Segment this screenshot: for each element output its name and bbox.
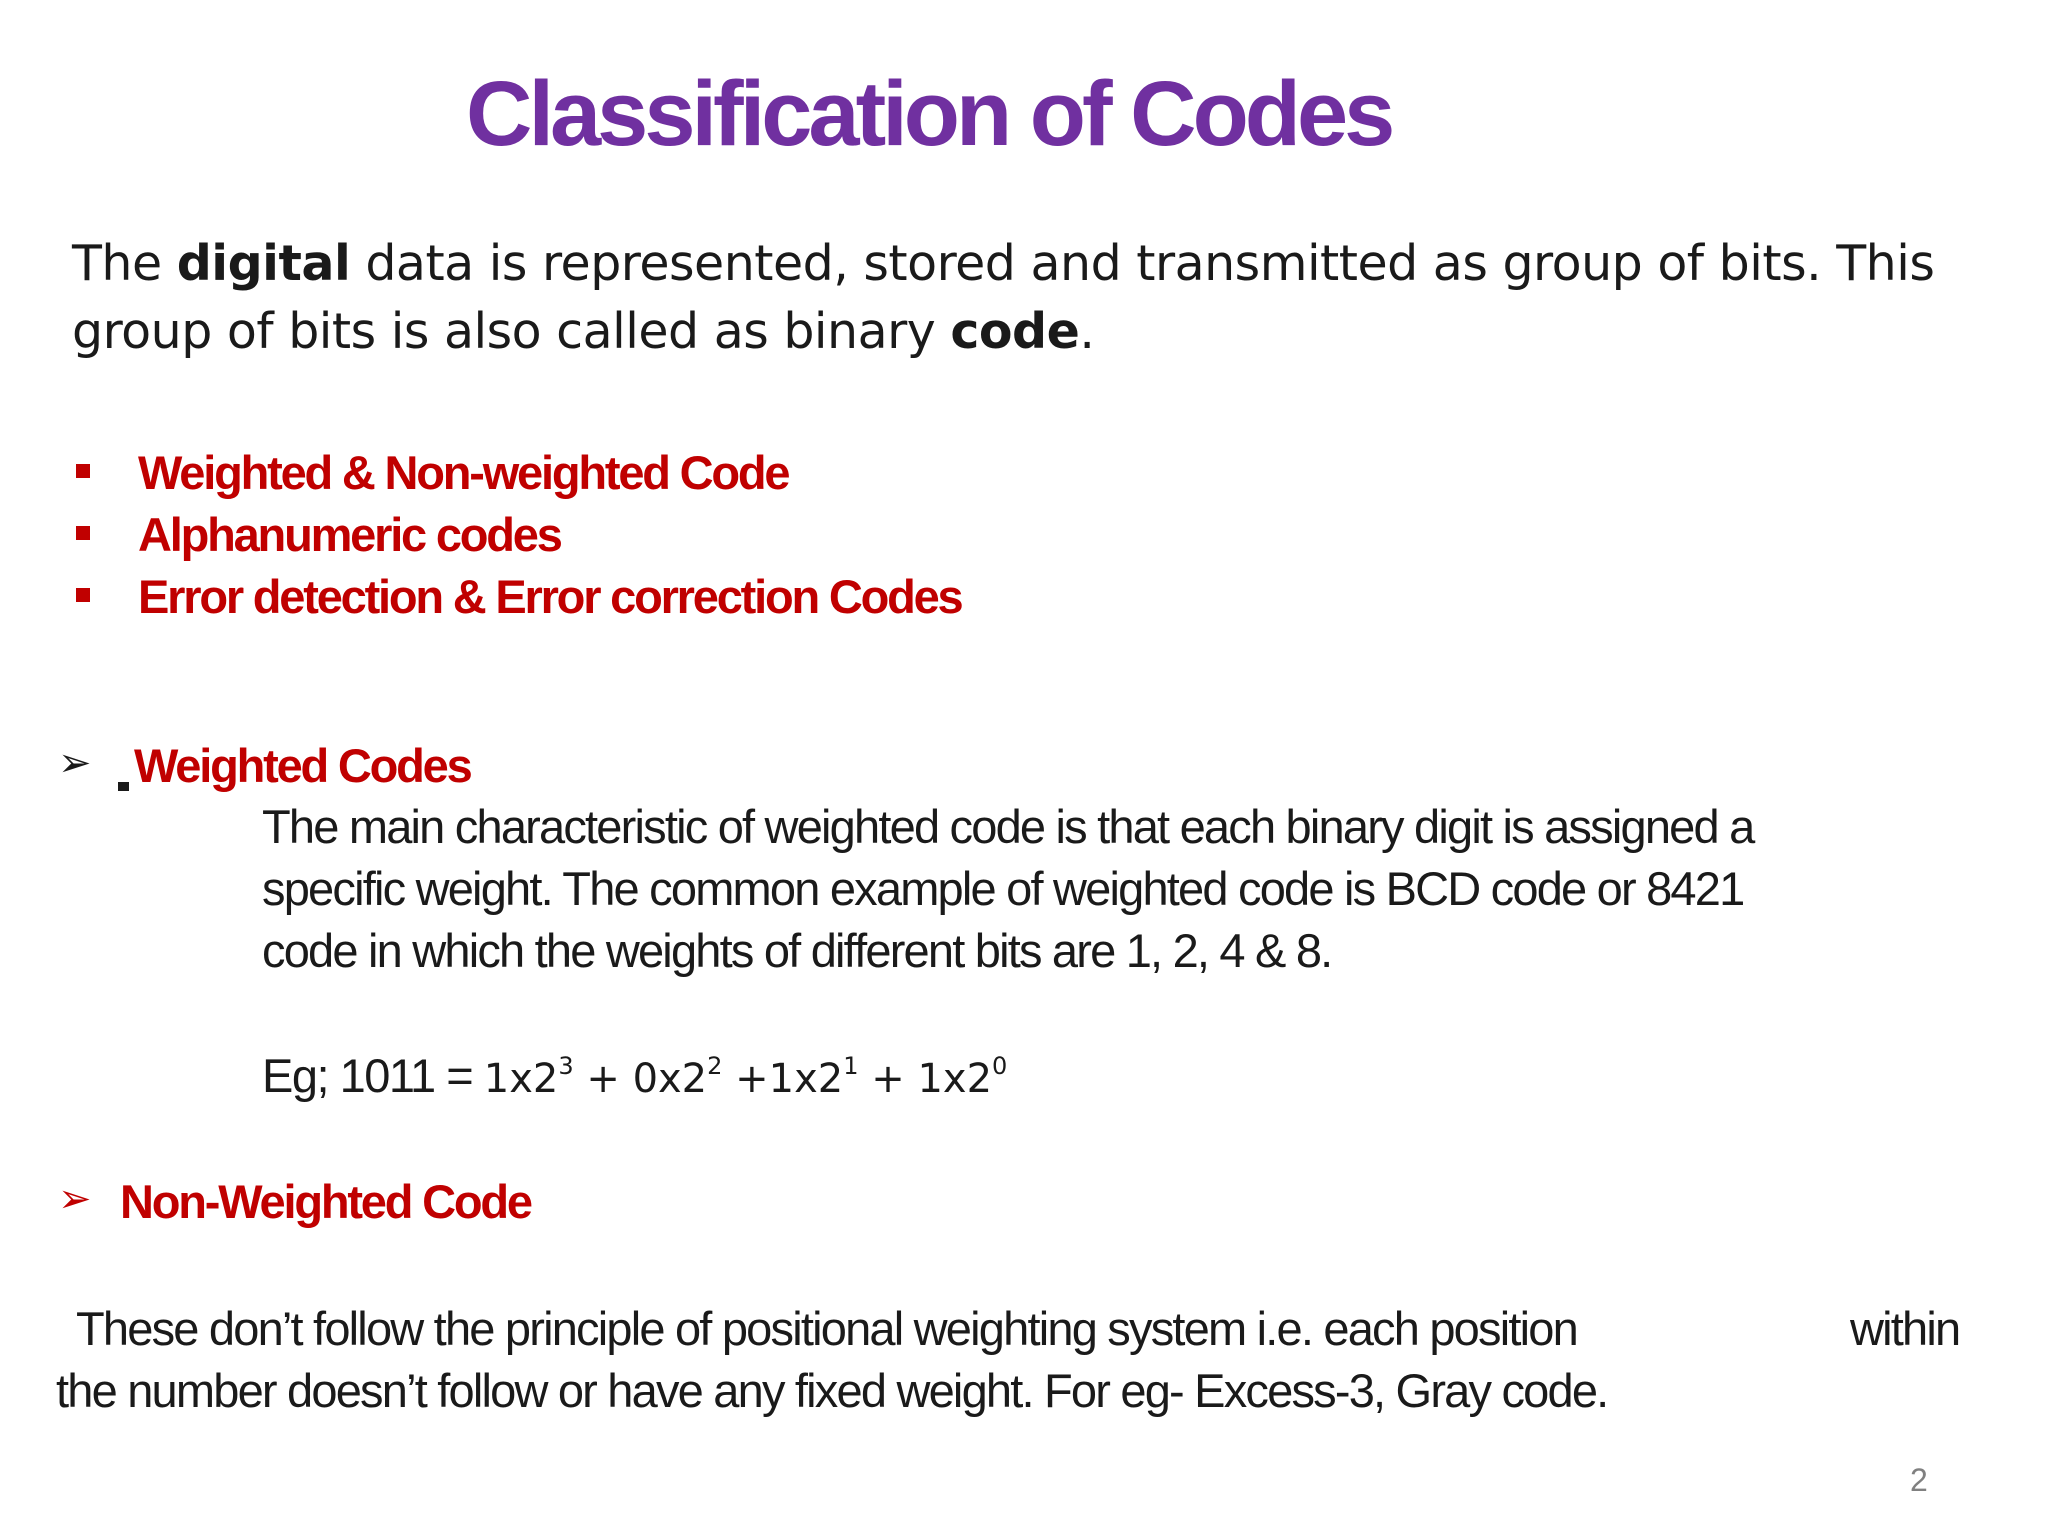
square-bullet-icon (76, 464, 90, 478)
term-coef: 1x2 (483, 1056, 559, 1102)
weighted-codes-description (262, 796, 1753, 982)
bullet-tick-icon (118, 782, 129, 791)
term-exp: 2 (707, 1052, 723, 1080)
intro-bold-code: code (950, 303, 1080, 360)
term-exp: 1 (843, 1052, 859, 1080)
non-weighted-description-line1-end: within (1850, 1302, 1960, 1355)
term-sep: + (573, 1056, 633, 1102)
non-weighted-description-line2: the number doesn’t follow or have any fixed weight. For eg- Excess-3, Gray code. (56, 1364, 1608, 1417)
intro-text: The (72, 235, 177, 292)
arrow-bullet-icon: ➢ (58, 740, 92, 786)
slide-title: Classification of Codes (466, 63, 1392, 165)
weighted-codes-heading: Weighted Codes (134, 739, 471, 792)
intro-text: data is represented, stored and transmitted as group of bits. This group of bits is also called as binary (72, 235, 1935, 360)
non-weighted-description-line1: These don’t follow the principle of positional weighting system i.e. each position (76, 1302, 1577, 1355)
term-exp: 0 (992, 1052, 1008, 1080)
square-bullet-icon (76, 588, 90, 602)
term-coef: 0x2 (632, 1056, 708, 1102)
example-formula (483, 1052, 1008, 1102)
page-number: 2 (1910, 1462, 1928, 1498)
term-sep: + (722, 1056, 769, 1102)
list-item-label: Weighted & Non-weighted Code (138, 446, 789, 499)
non-weighted-code-heading: Non-Weighted Code (120, 1175, 531, 1228)
intro-bold-digital: digital (176, 235, 351, 292)
term-coef: 1x2 (917, 1056, 993, 1102)
term-exp: 3 (558, 1052, 574, 1080)
term-sep: + (858, 1056, 918, 1102)
square-bullet-icon (76, 526, 90, 540)
arrow-bullet-icon: ➢ (58, 1176, 92, 1222)
description-line: The main characteristic of weighted code is that each binary digit is assigned a (262, 800, 1754, 853)
weighted-example (262, 1048, 1007, 1103)
intro-paragraph (72, 230, 2022, 366)
term-coef: 1x2 (768, 1056, 844, 1102)
list-item-label: Alphanumeric codes (138, 508, 561, 561)
list-item-label: Error detection & Error correction Codes (138, 570, 962, 623)
intro-text: . (1079, 303, 1095, 360)
description-line: code in which the weights of different bits are 1, 2, 4 & 8. (262, 924, 1332, 977)
description-line: specific weight. The common example of weighted code is BCD code or 8421 (262, 862, 1744, 915)
example-label: Eg; 1011 = (262, 1049, 484, 1102)
